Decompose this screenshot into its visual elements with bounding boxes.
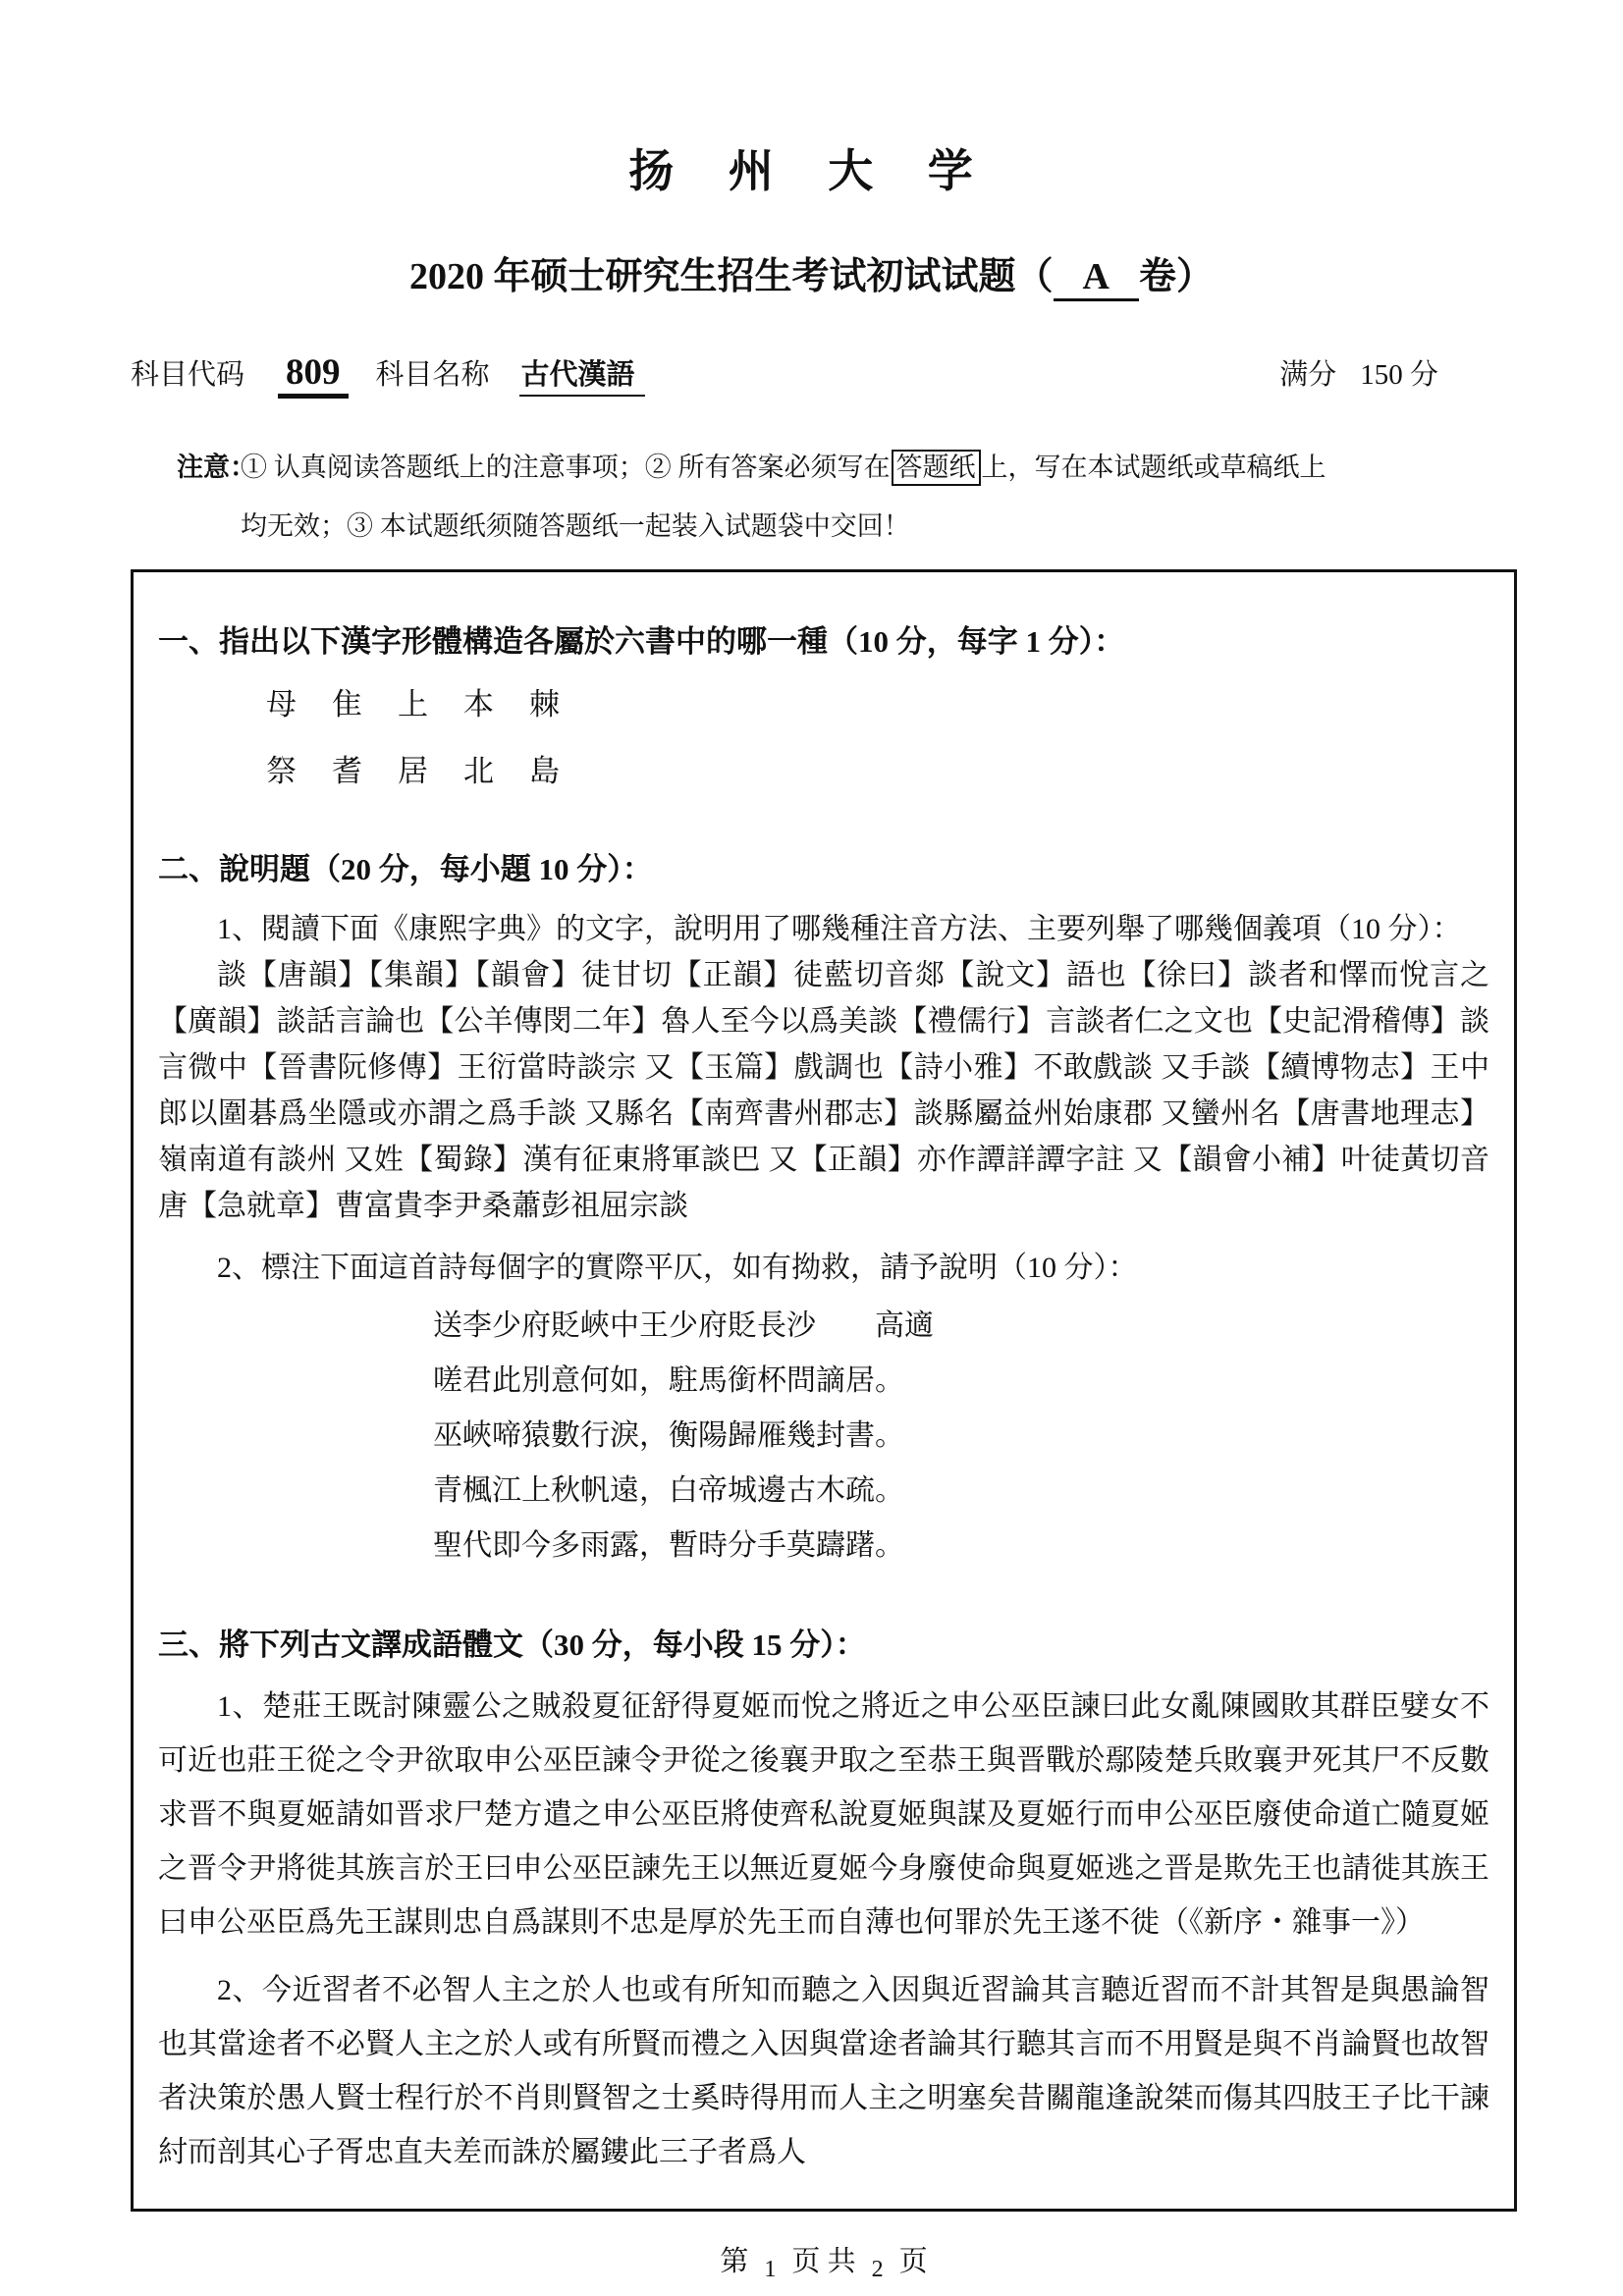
section1-characters-row2: 祭耆居北島 — [266, 753, 595, 788]
poem-line: 嗟君此別意何如，駐馬銜杯問謫居。 — [433, 1363, 904, 1397]
section2-q2-intro: 2、標注下面這首詩每個字的實際平仄，如有拗救，請予說明（10 分）： — [217, 1251, 1138, 1284]
subject-row — [131, 352, 1517, 399]
full-score-value: 150 分 — [1360, 359, 1438, 391]
footer-suffix: 页 — [898, 2245, 928, 2277]
questions-box — [131, 569, 1517, 2212]
paper-letter-blank: A — [1054, 255, 1139, 301]
notice-line1-part1: ① 认真阅读答题纸上的注意事项；② 所有答案必须写在 — [241, 452, 891, 482]
poem-block — [433, 1299, 1489, 1574]
poem-line: 巫峽啼猿數行淚，衡陽歸雁幾封書。 — [433, 1418, 904, 1452]
section2-q1-intro: 1、閱讀下面《康熙字典》的文字，說明用了哪幾種注音方法、主要列舉了哪幾個義項（10 分）： — [217, 912, 1462, 945]
section3-q2-text: 2、今近習者不必智人主之於人也或有所知而聽之入因與近習論其言聽近習而不計其智是與愚論智也其當途者不必賢人主之於人或有所賢而禮之入因與當途者論其行聽其言而不用賢是與不肖論賢也故智者決策於愚人賢士程行於不肖則賢智之士奚時得用而人主之明塞矣昔關龍逢說桀而傷其四肢王子比干諫紂而剖其心子胥忠直夫差而誅於屬鏤此三子者爲人 — [158, 1973, 1489, 2168]
full-score — [1279, 352, 1438, 393]
exam-title-suffix: 卷） — [1138, 256, 1214, 297]
footer-middle: 页 共 — [791, 2245, 856, 2277]
exam-title-prefix: 2020 年硕士研究生招生考试初试试题（ — [409, 256, 1054, 297]
notice-label: 注意： — [177, 452, 256, 482]
section1-characters-row1: 母隹上本棘 — [266, 686, 595, 721]
section2-heading: 二、說明題（20 分，每小題 10 分）： — [158, 851, 653, 886]
answer-sheet-boxed-term: 答题纸 — [892, 450, 981, 487]
notice-line1-part2: 上，写在本试题纸或草稿纸上 — [981, 452, 1326, 482]
subject-code-value: 809 — [278, 353, 349, 399]
spacer — [158, 1574, 1489, 1623]
page-footer — [131, 2239, 1517, 2282]
spacer — [158, 798, 1489, 847]
notice-block — [131, 438, 1517, 556]
total-page-number: 2 — [871, 2256, 884, 2282]
current-page-number: 1 — [764, 2256, 777, 2282]
poem-title: 送李少府貶峽中王少府貶長沙 高適 — [433, 1308, 934, 1342]
notice-line-2: 均无效；③ 本试题纸须随答题纸一起装入试题袋中交回！ — [241, 510, 910, 541]
notice-line-1 — [241, 438, 1517, 497]
section3-heading: 三、將下列古文譯成語體文（30 分，每小段 15 分）： — [158, 1627, 866, 1662]
poem-line: 青楓江上秋帆遠，白帝城邊古木疏。 — [433, 1473, 904, 1507]
university-title: 扬 州 大 学 — [628, 146, 995, 196]
full-score-label: 满分 — [1279, 359, 1337, 391]
poem-line: 聖代即今多雨露，暫時分手莫躊躇。 — [433, 1528, 904, 1562]
subject-code-label: 科目代码 — [131, 359, 245, 391]
subject-name-value: 古代漢語 — [519, 352, 645, 397]
section3-q1-text: 1、楚莊王既討陳靈公之賊殺夏征舒得夏姬而悅之將近之申公巫臣諫曰此女亂陳國敗其群臣嬖女不可近也莊王從之令尹欲取申公巫臣諫令尹從之後襄尹取之至恭王與晋戰於鄢陵楚兵敗襄尹死其尸不反數求晋不與夏姬請如晋求尸楚方遣之申公巫臣將使齊私說夏姬與謀及夏姬行而申公巫臣廢使命道亡隨夏姬之晋令尹將徙其族言於王曰申公巫臣諫先王以無近夏姬今身廢使命與夏姬逃之晋是欺先王也請徙其族王曰申公巫臣爲先王謀則忠自爲謀則不忠是厚於先王而自薄也何罪於先王遂不徙（《新序・雜事一》） — [158, 1689, 1489, 1939]
subject-name-label: 科目名称 — [375, 359, 490, 391]
footer-prefix: 第 — [720, 2245, 749, 2277]
section1-heading: 一、指出以下漢字形體構造各屬於六書中的哪一種（10 分，每字 1 分）： — [158, 623, 1125, 659]
exam-title — [0, 245, 1623, 301]
section2-q1-dictionary-text: 談【唐韻】【集韻】【韻會】徒甘切【正韻】徒藍切音郯【說文】語也【徐曰】談者和懌而悅言之【廣韻】談話言論也【公羊傳閔二年】魯人至今以爲美談【禮儒行】言談者仁之文也【史記滑稽傳】談言微中【晉書阮修傳】王衍當時談宗 又【玉篇】戲調也【詩小雅】不敢戲談 又手談【續博物志】王中郎以圍碁爲坐隱或亦謂之爲手談 又縣名【南齊書州郡志】談縣屬益州始康郡 又蠻州名【唐書地理志】嶺南道有談州 又姓【蜀錄】漢有征東將軍談巴 又【正韻】亦作譚詳譚字註 又【韻會小補】叶徒黃切音唐【急就章】曹富貴李尹桑蕭彭祖屈宗談 — [158, 958, 1489, 1222]
